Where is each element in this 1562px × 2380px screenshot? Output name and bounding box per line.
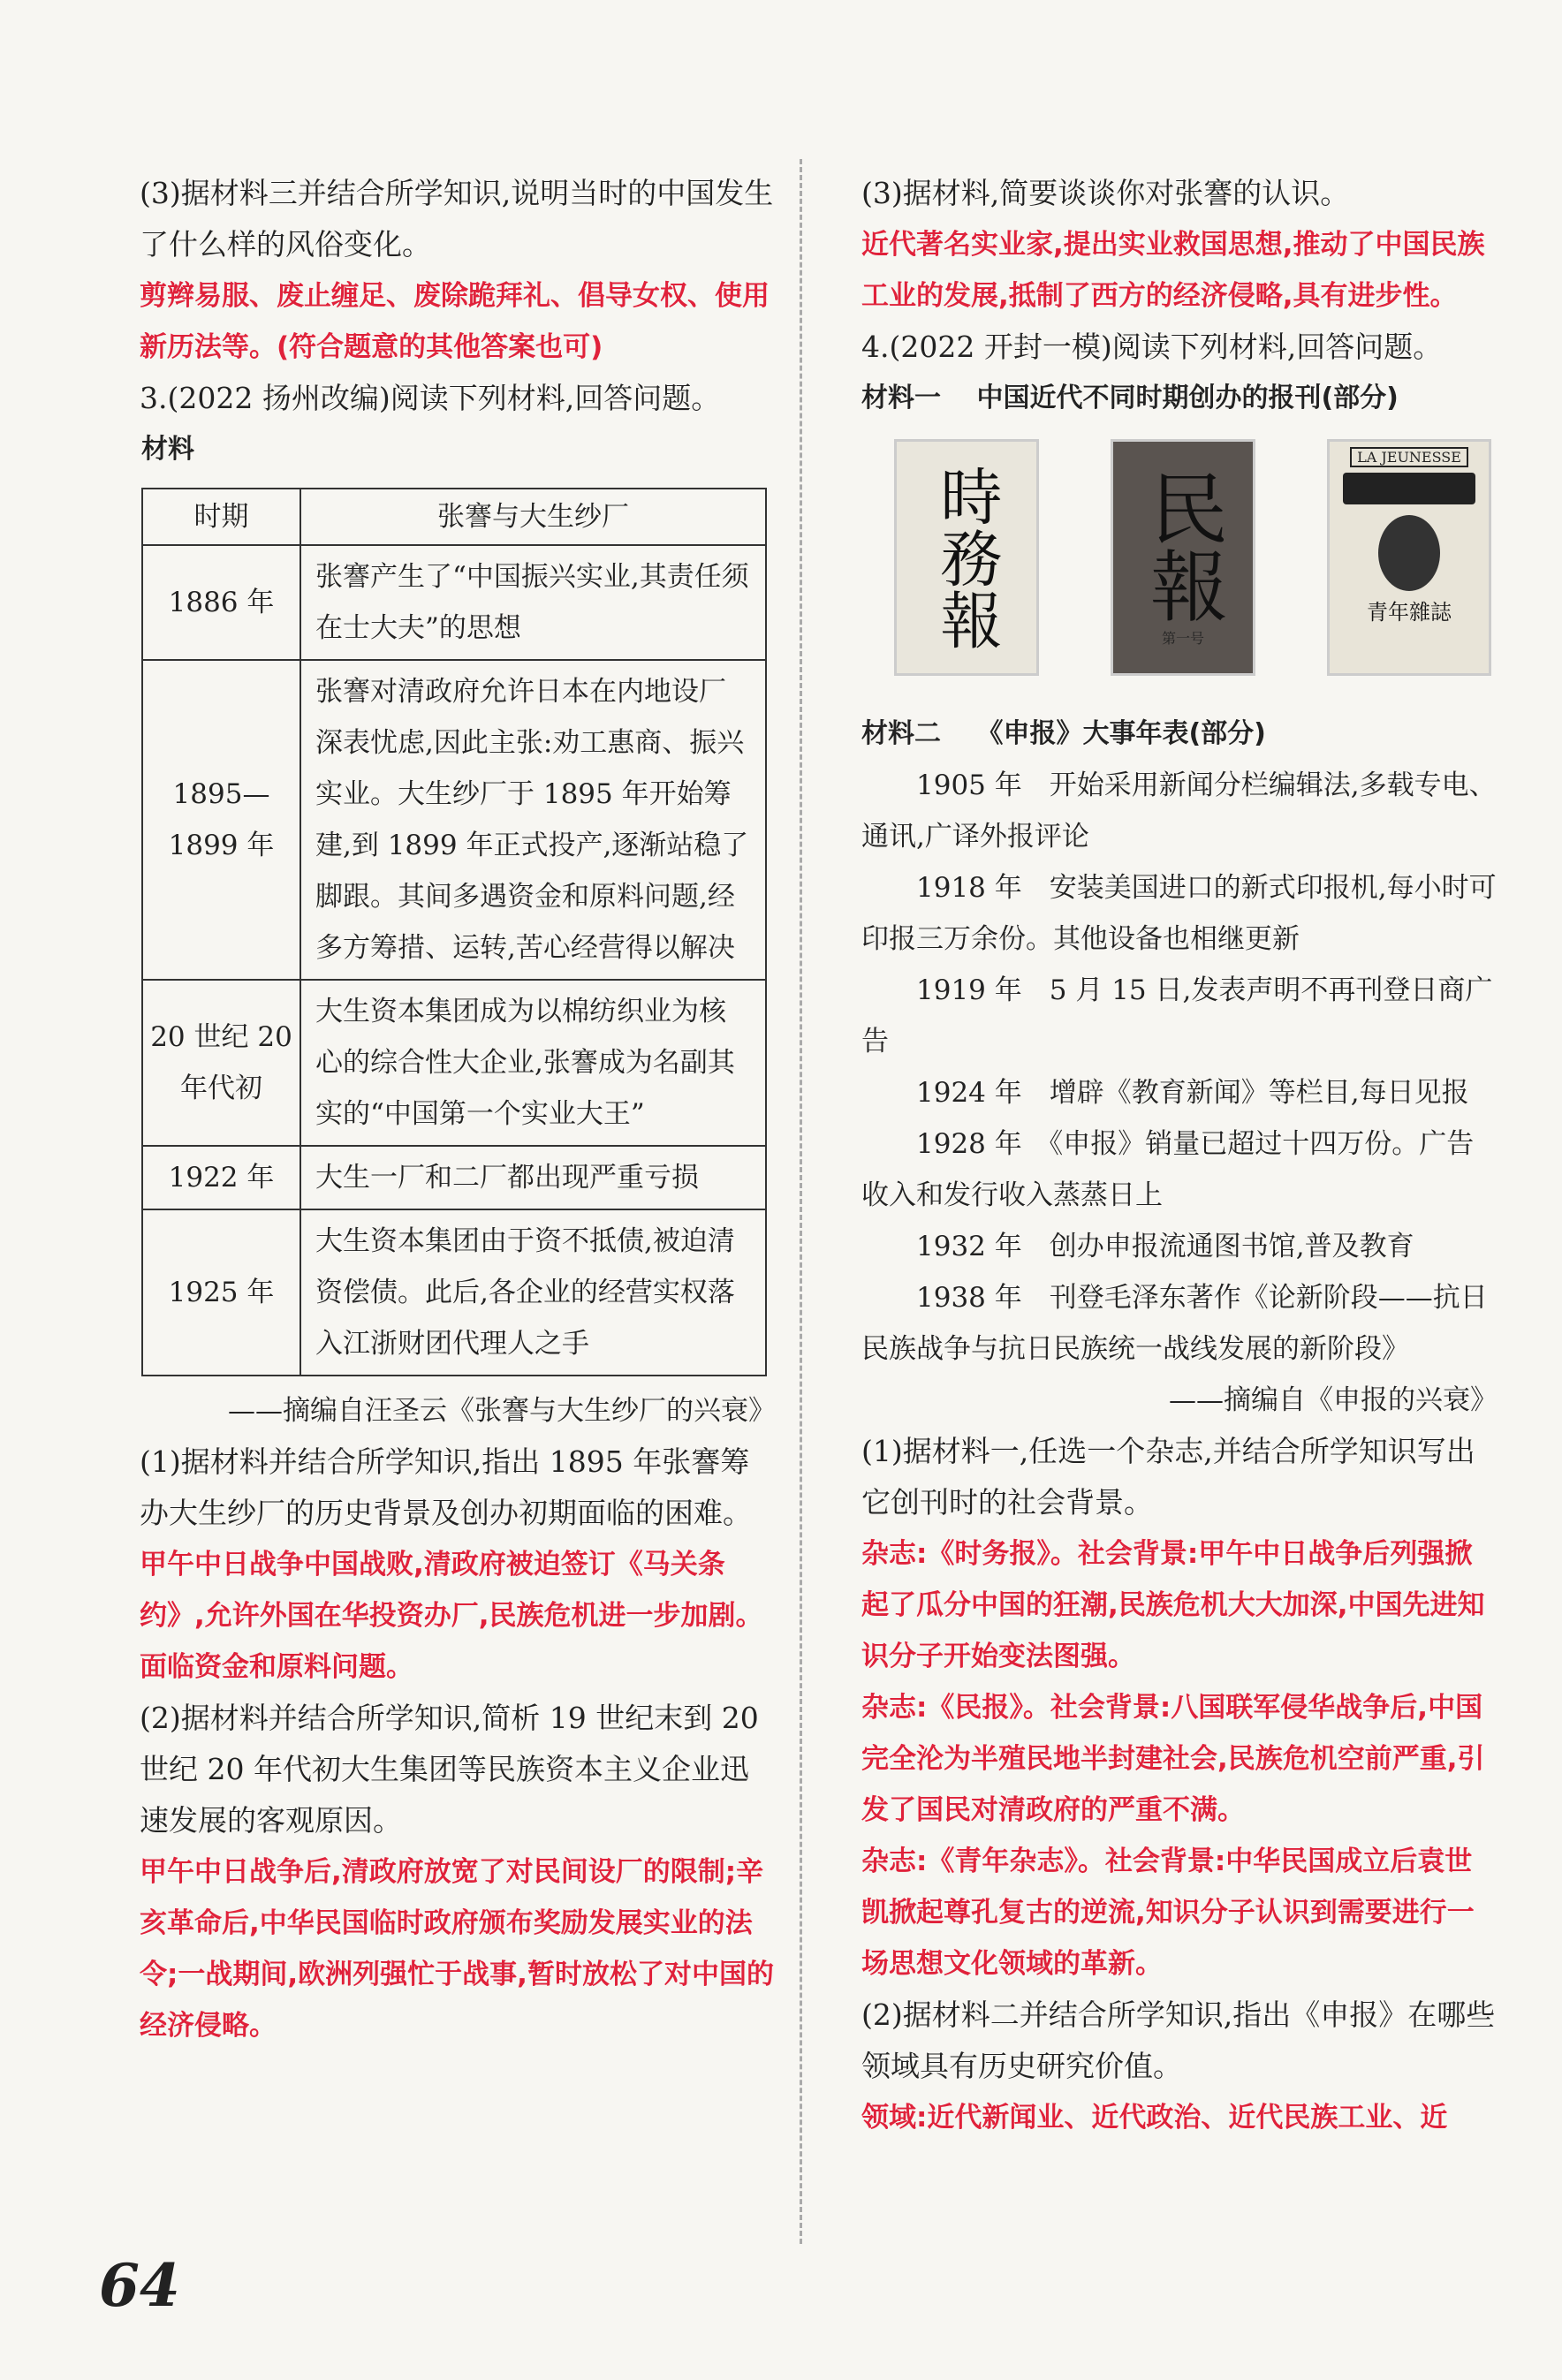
left-q1-answer: 甲午中日战争中国战败,清政府被迫签订《马关条约》,允许外国在华投资办厂,民族危机进一步加剧。面临资金和原料问题。 (140, 1549, 763, 1683)
column-divider (800, 159, 802, 2244)
table-row (142, 980, 766, 1146)
right-q1-answer: 杂志:《时务报》。社会背景:甲午中日战争后列强掀起了瓜分中国的狂潮,民族危机大大加深,中国先进知识分子开始变法图强。 (861, 1538, 1485, 1672)
right-q3-3-answer: 近代著名实业家,提出实业救国思想,推动了中国民族工业的发展,抵制了西方的经济侵略,具有进步性。 (861, 229, 1485, 312)
table-period: 1895—1899 年 (142, 660, 300, 980)
left-q1-question: (1)据材料并结合所学知识,指出 1895 年张謇筹办大生纱厂的历史背景及创办初期面临的困难。 (140, 1444, 752, 1530)
right-q1-answer: 杂志:《青年杂志》。社会背景:中华民国成立后袁世凯掀起尊孔复古的逆流,知识分子认识到需要进行一场思想文化领域的革新。 (861, 1846, 1475, 1980)
table-content: 大生一厂和二厂都出现严重亏损 (300, 1146, 766, 1209)
event-item: 1918 年 安装美国进口的新式印报机,每小时可印报三万余份。其他设备也相继更新 (861, 872, 1497, 955)
table-row (142, 1146, 766, 1209)
table-header: 张謇与大生纱厂 (300, 489, 766, 545)
table-header: 时期 (142, 489, 300, 545)
magazine-header: LA JEUNESSE (1350, 447, 1468, 467)
left-column (140, 168, 776, 2051)
event-item: 1924 年 增辟《教育新闻》等栏目,每日见报 (916, 1077, 1469, 1109)
table-content: 张謇产生了“中国振兴实业,其责任须在士大夫”的思想 (300, 545, 766, 660)
question-3-stem: 3.(2022 扬州改编)阅读下列材料,回答问题。 (140, 381, 721, 415)
portrait-image (1378, 515, 1440, 591)
table-content: 张謇对清政府允许日本在内地设厂深表忧虑,因此主张:劝工惠商、振兴实业。大生纱厂于 1895 年开始筹建,到 1899 年正式投产,逐渐站稳了脚跟。其间多遇资金和原料问题,经多方筹措、运转,苦心经营得以解决 (300, 660, 766, 980)
right-q2-question: (2)据材料二并结合所学知识,指出《申报》在哪些领域具有历史研究价值。 (861, 1997, 1496, 2083)
table-row (142, 660, 766, 980)
table-row (142, 545, 766, 660)
table-content: 大生资本集团成为以棉纺织业为核心的综合性大企业,张謇成为名副其实的“中国第一个实业大王” (300, 980, 766, 1146)
event-item: 1938 年 刊登毛泽东著作《论新阶段——抗日民族战争与抗日民族统一战线发展的新阶段》 (861, 1282, 1488, 1365)
material-label: 材料 (141, 434, 194, 465)
left-q3-3-answer: 剪辫易服、废止缠足、废除跪拜礼、倡导女权、使用新历法等。(符合题意的其他答案也可) (140, 280, 770, 363)
material1-title: 中国近代不同时期创办的报刊(部分) (976, 383, 1399, 413)
minbao-cover (1113, 442, 1253, 673)
left-q2-answer: 甲午中日战争后,清政府放宽了对民间设厂的限制;辛亥革命后,中华民国临时政府颁布奖励发展实业的法令;一战期间,欧洲列强忙于战事,暂时放松了对中国的经济侵略。 (140, 1856, 774, 2042)
left-q3-3-question: (3)据材料三并结合所学知识,说明当时的中国发生了什么样的风俗变化。 (140, 176, 774, 261)
right-q3-3-question: (3)据材料,简要谈谈你对张謇的认识。 (861, 176, 1350, 210)
table-period: 1922 年 (142, 1146, 300, 1209)
right-column (861, 168, 1498, 2143)
magazine-title: 民報 (1138, 467, 1229, 624)
magazine-images (897, 442, 1489, 689)
table-source: ——摘编自汪圣云《张謇与大生纱厂的兴衰》 (228, 1395, 776, 1427)
table-content: 大生资本集团由于资不抵债,被迫清资偿债。此后,各企业的经营实权落入江浙财团代理人之手 (300, 1209, 766, 1376)
table-period: 1925 年 (142, 1209, 300, 1376)
zhang-jian-table (141, 488, 767, 1376)
table-header-row (142, 489, 766, 545)
event-item: 1919 年 5 月 15 日,发表声明不再刊登日商广告 (861, 974, 1493, 1057)
question-4-stem: 4.(2022 开封一模)阅读下列材料,回答问题。 (861, 330, 1443, 364)
events-source: ——摘编自《申报的兴衰》 (1169, 1384, 1498, 1416)
right-q1-answer: 杂志:《民报》。社会背景:八国联军侵华战争后,中国完全沦为半殖民地半封建社会,民族危机空前严重,引发了国民对清政府的严重不满。 (861, 1692, 1485, 1826)
magazine-title: 青年雜誌 (1367, 600, 1452, 625)
magazine-title: 時務報 (930, 465, 1003, 650)
left-q2-question: (2)据材料并结合所学知识,简析 19 世纪末到 20 世纪 20 年代初大生集团等民族资本主义企业迅速发展的客观原因。 (140, 1701, 759, 1838)
material1-heading (861, 373, 1498, 424)
qingnian-cover (1330, 442, 1489, 673)
shiwubao-cover (897, 442, 1036, 673)
table-row (142, 1209, 766, 1376)
material2-title: 《申报》大事年表(部分) (976, 718, 1266, 749)
table-period: 1886 年 (142, 545, 300, 660)
event-item: 1928 年 《申报》销量已超过十四万份。广告收入和发行收入蒸蒸日上 (861, 1128, 1475, 1211)
right-q2-answer: 领域:近代新闻业、近代政治、近代民族工业、近 (861, 2102, 1448, 2134)
material2-heading (861, 709, 1498, 760)
material2-label: 材料二 (861, 718, 941, 749)
page-number: 64 (99, 2251, 180, 2320)
event-item: 1905 年 开始采用新闻分栏编辑法,多载专电、通讯,广译外报评论 (861, 769, 1497, 853)
event-item: 1932 年 创办申报流通图书馆,普及教育 (916, 1231, 1414, 1262)
right-q1-question: (1)据材料一,任选一个杂志,并结合所学知识写出它创刊时的社会背景。 (861, 1434, 1475, 1520)
material1-label: 材料一 (861, 383, 941, 413)
magazine-issue: 第一号 (1161, 629, 1204, 647)
cover-illustration (1343, 473, 1475, 504)
table-period: 20 世纪 20 年代初 (142, 980, 300, 1146)
